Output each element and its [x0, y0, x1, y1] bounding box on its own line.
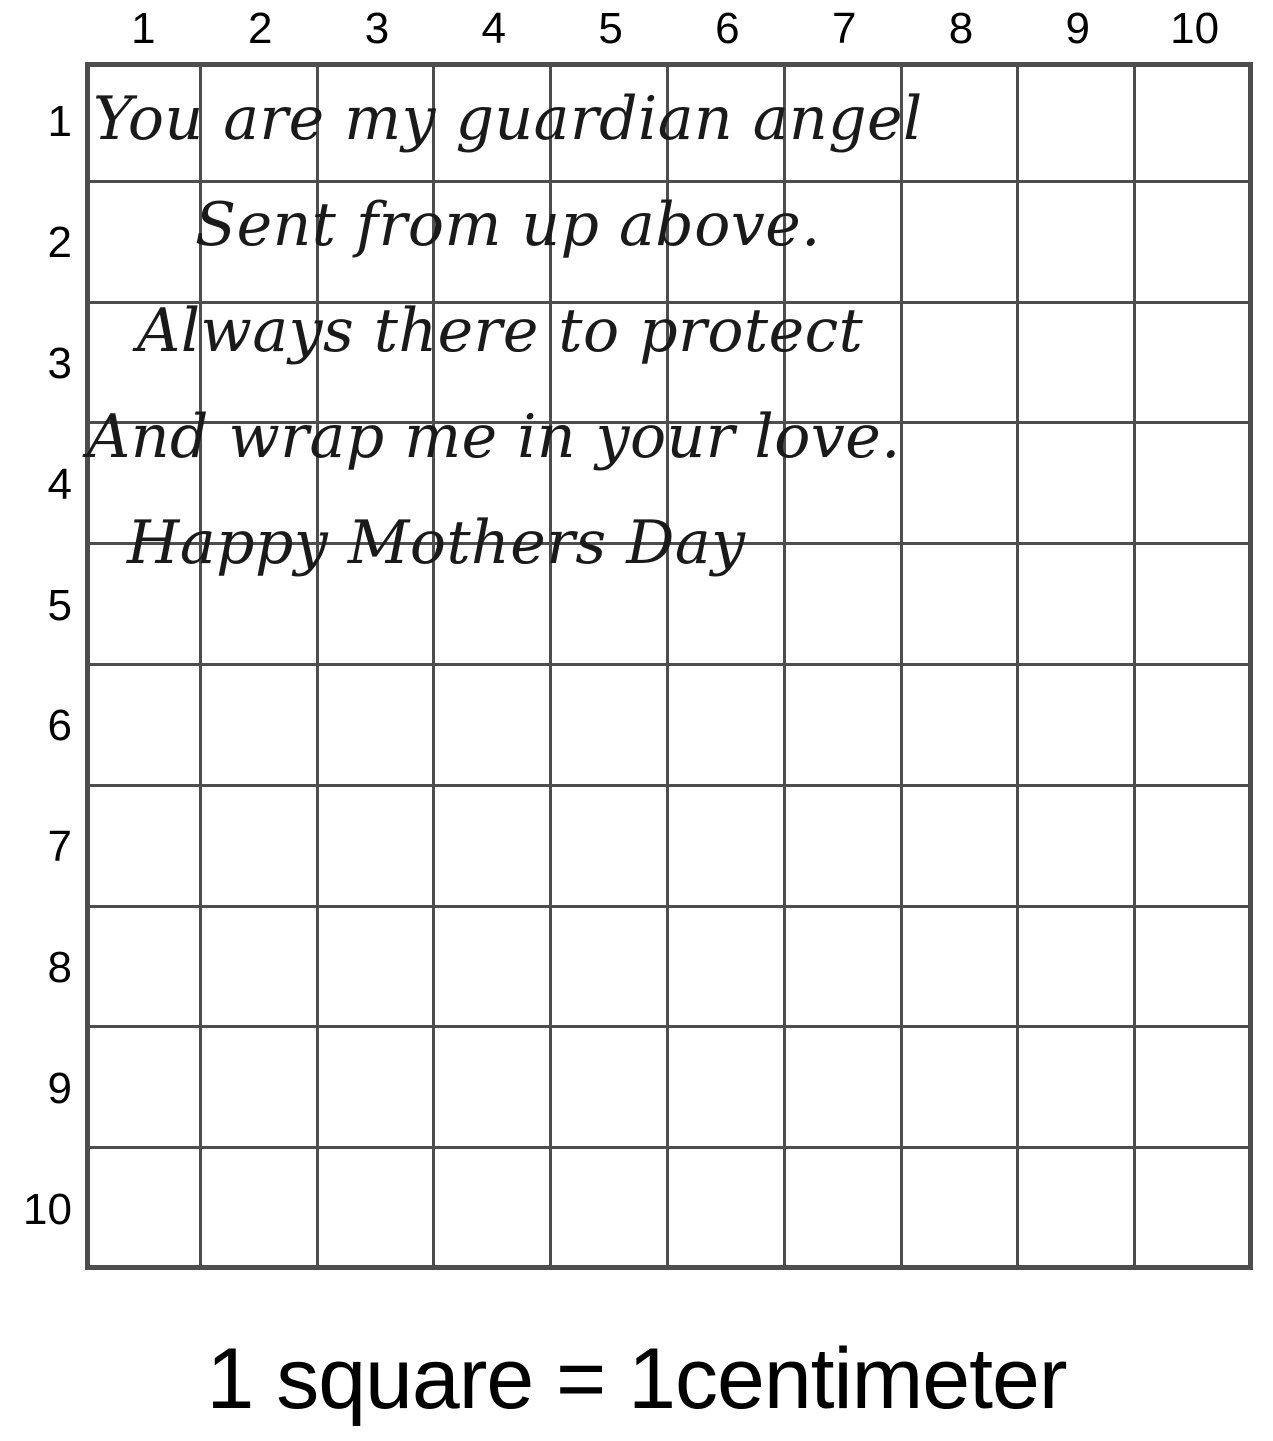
- column-label-4: 4: [481, 4, 507, 53]
- scale-caption: 1 square = 1centimeter: [206, 1331, 1067, 1427]
- row-label-5: 5: [47, 580, 72, 630]
- row-label-8: 8: [47, 942, 72, 992]
- row-label-9: 9: [47, 1063, 72, 1113]
- row-axis-labels: [0, 62, 80, 1270]
- row-label-6: 6: [47, 701, 72, 751]
- grid-outer-border: [85, 62, 1253, 1270]
- row-label-10: 10: [23, 1184, 72, 1234]
- column-axis-labels: [85, 0, 1253, 58]
- poem-line-4: And wrap me in your love.: [87, 402, 901, 472]
- row-label-2: 2: [47, 218, 72, 268]
- column-label-8: 8: [948, 4, 974, 53]
- row-label-3: 3: [47, 338, 72, 388]
- column-label-10: 10: [1170, 4, 1220, 53]
- column-label-7: 7: [831, 4, 857, 53]
- column-label-2: 2: [247, 4, 273, 53]
- poem-line-2: Sent from up above.: [195, 190, 821, 260]
- column-label-9: 9: [1065, 4, 1091, 53]
- column-label-6: 6: [715, 4, 740, 53]
- poem-line-5: Happy Mothers Day: [127, 508, 746, 578]
- poem-line-1: You are my guardian angel: [93, 84, 923, 154]
- poem-line-3: Always there to protect: [137, 296, 864, 366]
- grid: [85, 62, 1253, 1270]
- column-label-1: 1: [131, 4, 156, 53]
- row-label-1: 1: [47, 97, 72, 147]
- row-label-4: 4: [47, 459, 72, 509]
- row-label-7: 7: [47, 822, 72, 872]
- column-label-5: 5: [598, 4, 623, 53]
- column-label-3: 3: [364, 4, 390, 53]
